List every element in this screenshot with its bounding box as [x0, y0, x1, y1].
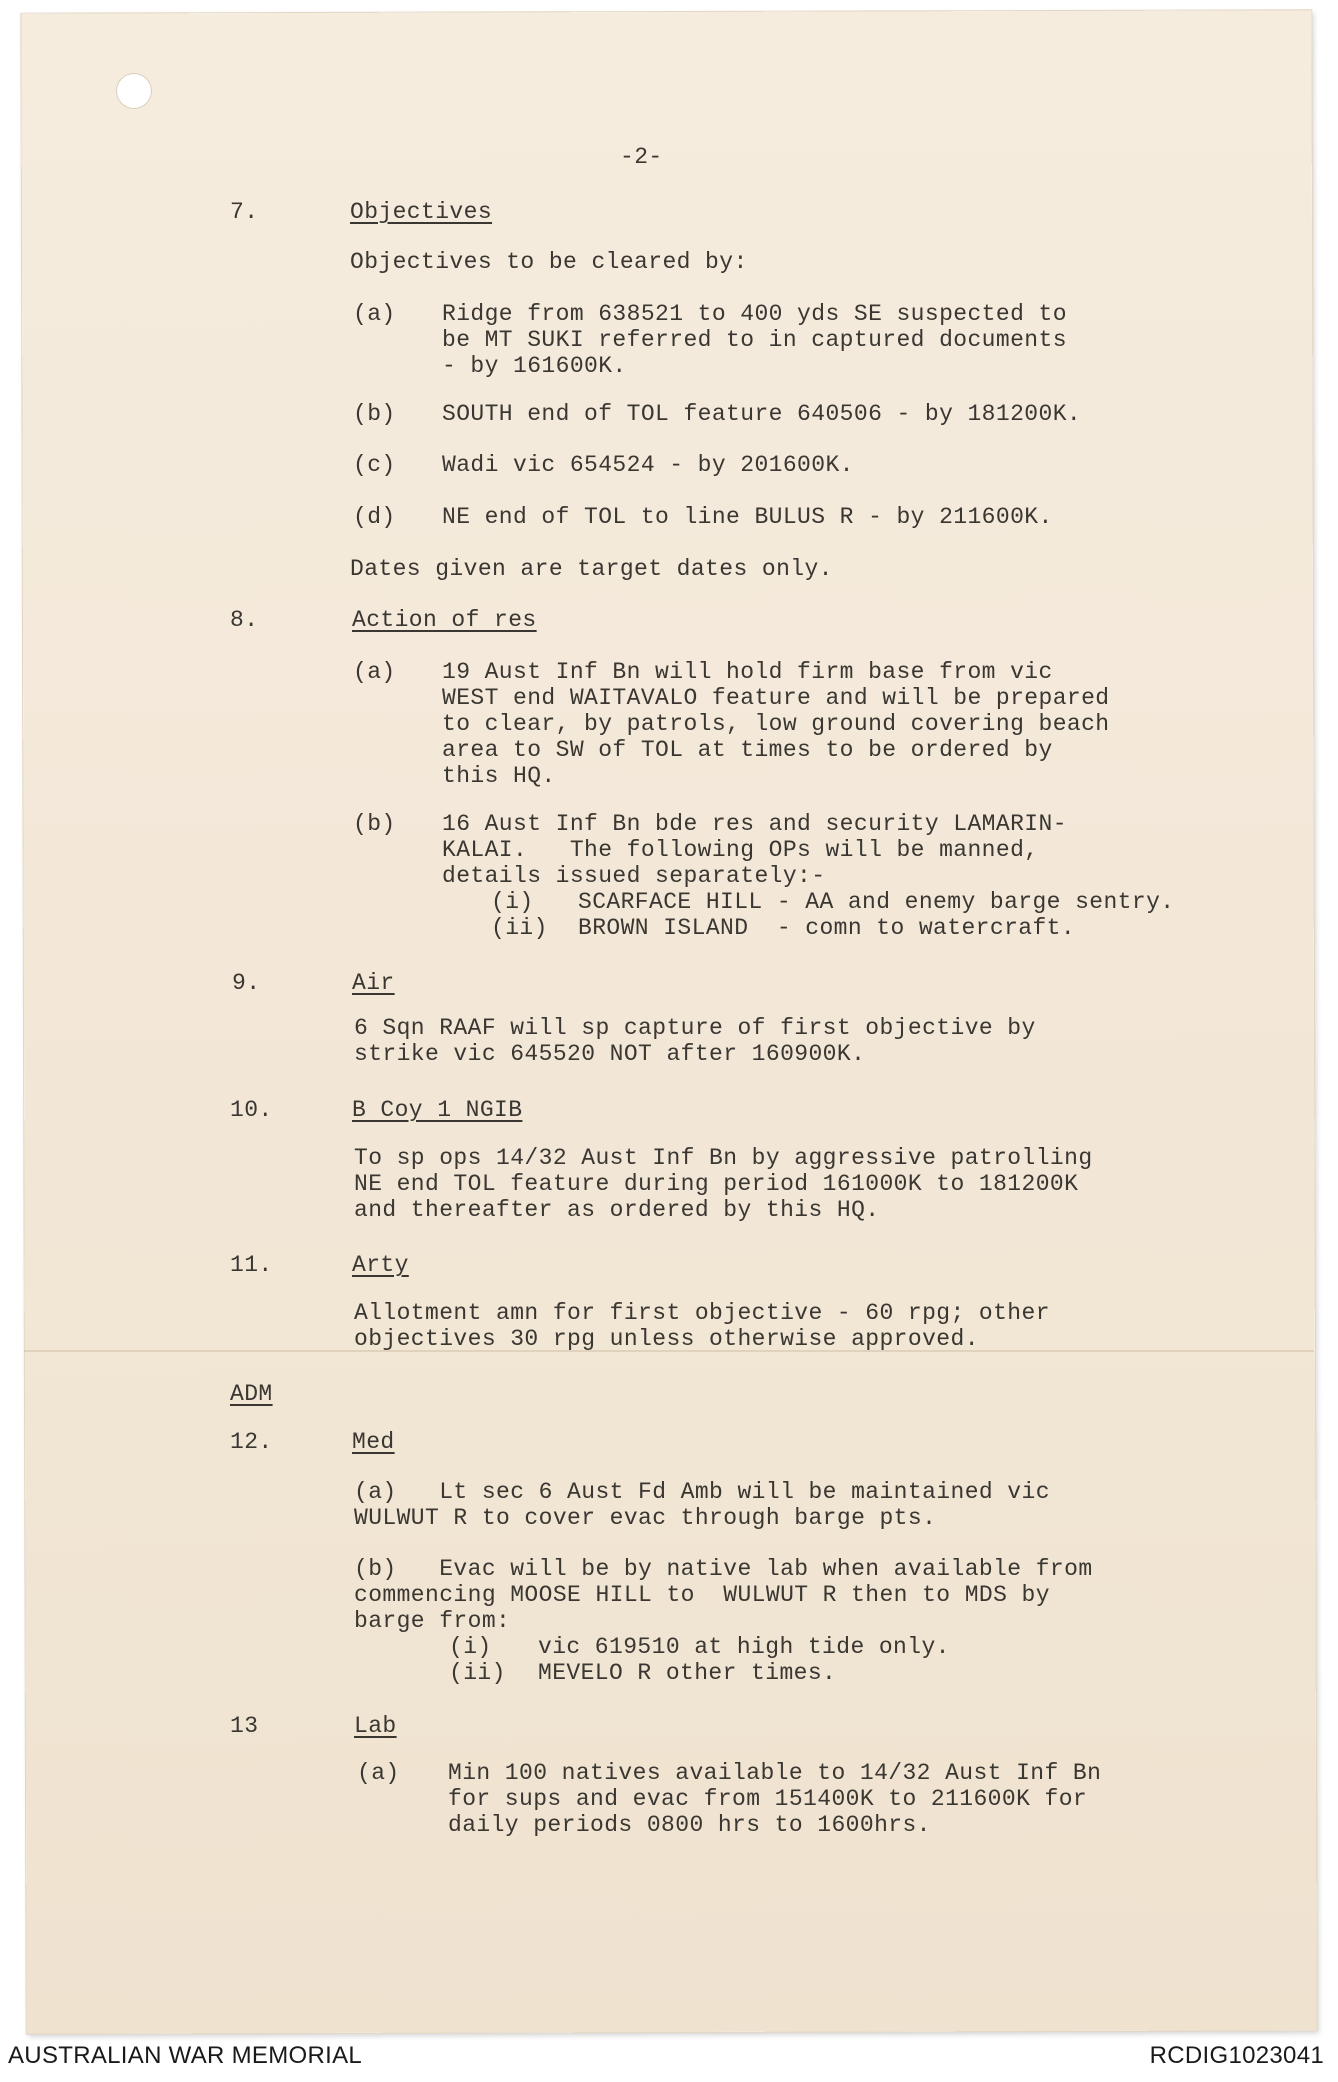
item-8b-label: (b) [353, 811, 396, 837]
section-10-line-1: To sp ops 14/32 Aust Inf Bn by aggressive patrolling [354, 1145, 1093, 1171]
item-8a-line-4: area to SW of TOL at times to be ordered by [442, 737, 1053, 763]
item-8a-line-5: this HQ. [442, 763, 556, 789]
section-9-heading: Air [352, 970, 395, 996]
item-8a-label: (a) [353, 659, 396, 685]
sub-12-ii-text: MEVELO R other times. [538, 1660, 837, 1686]
archive-credit: AUSTRALIAN WAR MEMORIAL [8, 2042, 363, 2069]
item-7c-label: (c) [353, 452, 396, 478]
section-11-line-1: Allotment amn for first objective - 60 rpg; other [354, 1300, 1050, 1326]
page-number: -2- [620, 144, 663, 170]
section-12b-line-2: commencing MOOSE HILL to WULWUT R then to MDS by [354, 1582, 1050, 1608]
item-13a-line-1: Min 100 natives available to 14/32 Aust Inf Bn [448, 1760, 1102, 1786]
op-ii-label: (ii) [491, 915, 548, 941]
section-7-number: 7. [230, 199, 259, 225]
section-11-number: 11. [230, 1252, 273, 1278]
section-11-heading: Arty [352, 1252, 409, 1278]
item-8b-line-3: details issued separately:- [442, 863, 826, 889]
sub-12-ii-label: (ii) [449, 1660, 506, 1686]
item-7d-label: (d) [353, 504, 396, 530]
item-7c-line-1: Wadi vic 654524 - by 201600K. [442, 452, 854, 478]
section-8-number: 8. [230, 607, 259, 633]
section-13-heading: Lab [354, 1713, 397, 1739]
section-10-line-2: NE end TOL feature during period 161000K to 181200K [354, 1171, 1079, 1197]
item-7b-label: (b) [353, 401, 396, 427]
section-12b-line-3: barge from: [354, 1608, 511, 1634]
section-9-number: 9. [232, 970, 261, 996]
section-12b-line-1: (b) Evac will be by native lab when available from [354, 1556, 1093, 1582]
item-7a-line-1: Ridge from 638521 to 400 yds SE suspected to [442, 301, 1067, 327]
section-12-heading: Med [352, 1429, 395, 1455]
section-9-line-1: 6 Sqn RAAF will sp capture of first objective by [354, 1015, 1036, 1041]
section-7-intro: Objectives to be cleared by: [350, 249, 748, 275]
section-13-number: 13 [230, 1713, 259, 1739]
section-10-number: 10. [230, 1097, 273, 1123]
item-8b-line-2: KALAI. The following OPs will be manned, [442, 837, 1039, 863]
section-12-number: 12. [230, 1429, 273, 1455]
item-13a-line-2: for sups and evac from 151400K to 211600K for [448, 1786, 1088, 1812]
item-7b-line-1: SOUTH end of TOL feature 640506 - by 181200K. [442, 401, 1082, 427]
item-8a-line-3: to clear, by patrols, low ground covering beach [442, 711, 1110, 737]
item-7a-label: (a) [353, 301, 396, 327]
op-i-label: (i) [491, 889, 534, 915]
adm-heading: ADM [230, 1381, 273, 1407]
section-12a-line-1: (a) Lt sec 6 Aust Fd Amb will be maintained vic [354, 1479, 1050, 1505]
item-8a-line-2: WEST end WAITAVALO feature and will be prepared [442, 685, 1110, 711]
sub-12-i-text: vic 619510 at high tide only. [538, 1634, 950, 1660]
archive-id: RCDIG1023041 [1149, 2042, 1324, 2069]
section-7-note: Dates given are target dates only. [350, 556, 833, 582]
item-8b-line-1: 16 Aust Inf Bn bde res and security LAMARIN- [442, 811, 1067, 837]
sub-12-i-label: (i) [449, 1634, 492, 1660]
op-ii-text: BROWN ISLAND - comn to watercraft. [578, 915, 1076, 941]
section-11-line-2: objectives 30 rpg unless otherwise approved. [354, 1326, 979, 1352]
item-7d-line-1: NE end of TOL to line BULUS R - by 211600K. [442, 504, 1053, 530]
section-7-heading: Objectives [350, 199, 493, 225]
item-13a-line-3: daily periods 0800 hrs to 1600hrs. [448, 1812, 931, 1838]
item-13a-label: (a) [357, 1760, 400, 1786]
op-i-text: SCARFACE HILL - AA and enemy barge sentry. [578, 889, 1175, 915]
section-10-heading: B Coy 1 NGIB [352, 1097, 523, 1123]
punch-hole [116, 73, 152, 109]
item-7a-line-2: be MT SUKI referred to in captured documents [442, 327, 1067, 353]
section-9-line-2: strike vic 645520 NOT after 160900K. [354, 1041, 866, 1067]
item-8a-line-1: 19 Aust Inf Bn will hold firm base from vic [442, 659, 1053, 685]
section-8-heading: Action of res [352, 607, 537, 633]
section-10-line-3: and thereafter as ordered by this HQ. [354, 1197, 880, 1223]
section-12a-line-2: WULWUT R to cover evac through barge pts. [354, 1505, 937, 1531]
item-7a-line-3: - by 161600K. [442, 353, 627, 379]
